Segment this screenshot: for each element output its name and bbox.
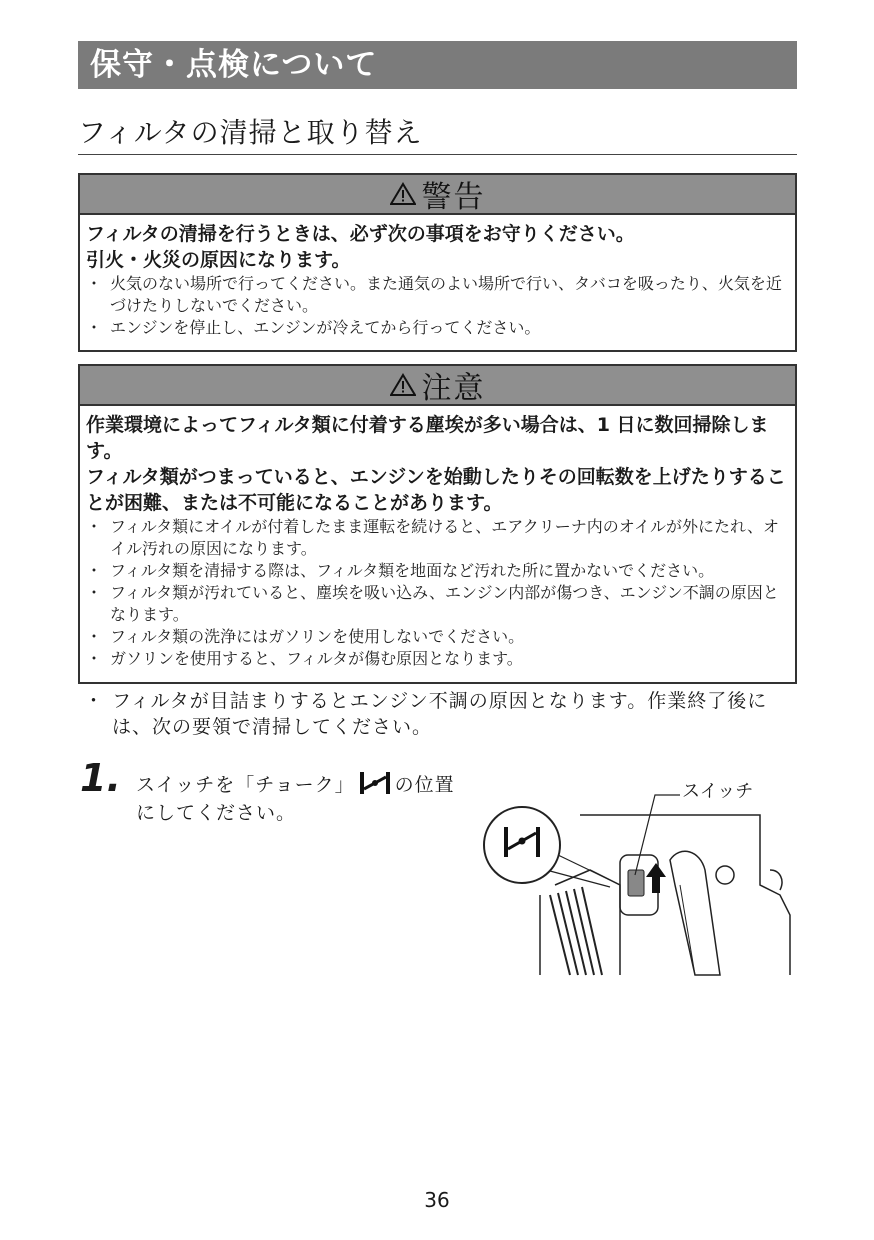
- caution-box: [78, 364, 797, 684]
- caution-lead-2: フィルタ類がつまっていると、エンジンを始動したりその回転数を上げたりすることが困難、または不可能になることがあります。: [86, 466, 786, 514]
- caution-title: 注意: [421, 371, 486, 406]
- caution-bullet: ・ フィルタ類にオイルが付着したまま運転を続けると、エアクリーナ内のオイルが外にたれ、オイル汚れの原因になります。: [86, 516, 789, 560]
- warning-bullet: ・ エンジンを停止し、エンジンが冷えてから行ってください。: [86, 317, 789, 339]
- step-text-after: の位置にしてください。: [136, 774, 455, 824]
- caution-header: [80, 366, 795, 406]
- step-text-before: スイッチを「チョーク」: [136, 774, 355, 796]
- step-text: [136, 770, 466, 827]
- caution-bullet: ・ ガソリンを使用すると、フィルタが傷む原因となります。: [86, 648, 789, 670]
- caution-lead-1: 作業環境によってフィルタ類に付着する塵埃が多い場合は、1 日に数回掃除します。: [86, 414, 769, 462]
- page-subtitle: フィルタの清掃と取り替え: [78, 115, 797, 155]
- warning-bullet: ・ 火気のない場所で行ってください。また通気のよい場所で行い、タバコを吸ったり、火気を近づけたりしないでください。: [86, 273, 789, 317]
- switch-callout-label: スイッチ: [682, 781, 754, 802]
- caution-bullet: ・ フィルタ類を清掃する際は、フィルタ類を地面など汚れた所に置かないでください。: [86, 560, 789, 582]
- choke-icon: [357, 770, 393, 796]
- warning-lead-2: 引火・火災の原因になります。: [86, 249, 351, 271]
- warning-triangle-icon: [390, 182, 416, 206]
- caution-bullet: ・ フィルタ類の洗浄にはガソリンを使用しないでください。: [86, 626, 789, 648]
- switch-illustration: [480, 775, 800, 985]
- page-number: 36: [424, 1188, 450, 1212]
- step-number: 1.: [80, 756, 121, 800]
- section-header: 保守・点検について: [78, 41, 797, 89]
- maintenance-note: ・ フィルタが目詰まりするとエンジン不調の原因となります。作業終了後には、次の要領で清掃してください。: [80, 688, 798, 740]
- caution-bullet: ・ フィルタ類が汚れていると、塵埃を吸い込み、エンジン内部が傷つき、エンジン不調の原因となります。: [86, 582, 789, 626]
- warning-box: [78, 173, 797, 352]
- warning-lead-1: フィルタの清掃を行うときは、必ず次の事項をお守りください。: [86, 223, 635, 245]
- warning-header: [80, 175, 795, 215]
- warning-triangle-icon: [390, 373, 416, 397]
- warning-title: 警告: [421, 180, 486, 215]
